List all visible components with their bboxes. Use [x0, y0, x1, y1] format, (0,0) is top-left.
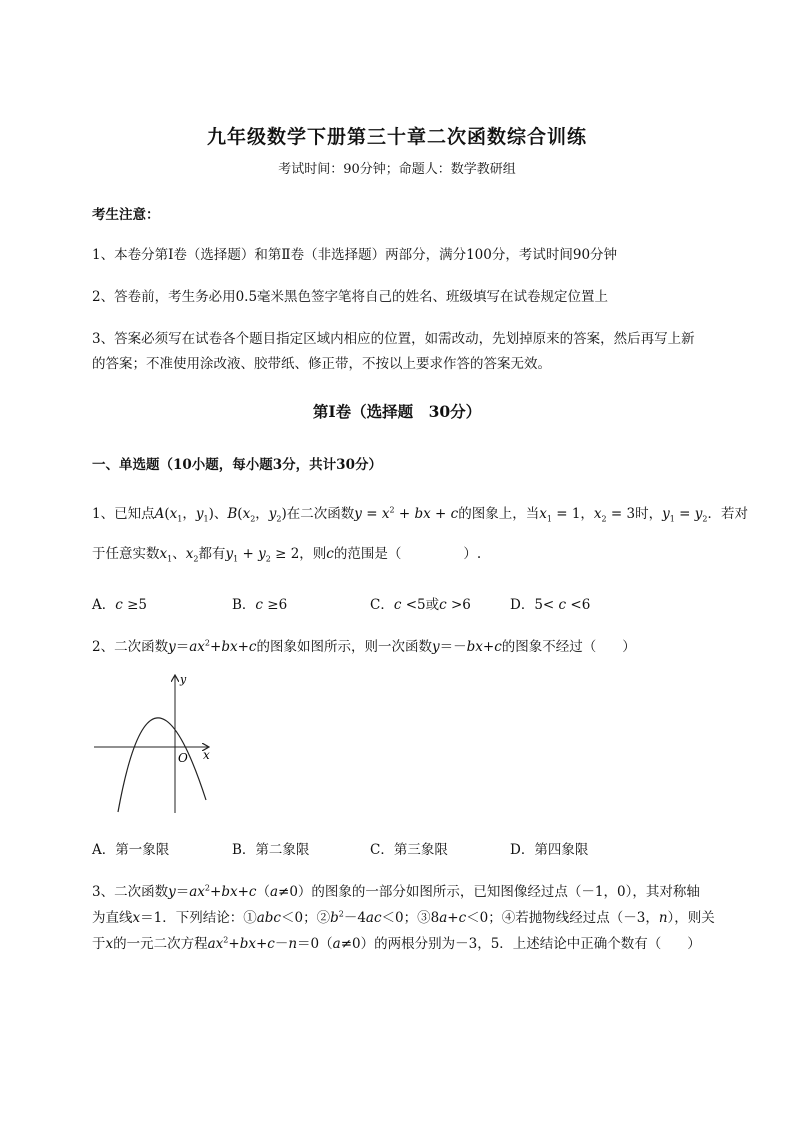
parabola-curve	[118, 718, 206, 812]
question-3-line-3: 于x的一元二次方程$ax^2+bx+c-n=0(a\ne 0)$的两根分别为－3，5．上述结论中正确个数有（ ）	[92, 935, 701, 952]
y-axis-label: y	[180, 673, 187, 686]
question-1-line-1: 1、已知点$A(x_1$，$y_1$)、$B(x_2$，$y_2$)在二次函数$y = x^2$ + bx + c的图象上，当$x_1 = 1$，$x_2 = 3$时，$y_1 = y_2$．若对	[92, 505, 748, 524]
q1-option-d[interactable]: D．5< c <6	[510, 597, 591, 613]
q2-option-a[interactable]: A．第一象限	[92, 842, 170, 858]
page-title: 九年级数学下册第三十章二次函数综合训练	[206, 126, 587, 148]
page-subtitle: 考试时间：90分钟；命题人：数学教研组	[278, 162, 516, 177]
notice-item-3-cont: 的答案；不准使用涂改液、胶带纸、修正带，不按以上要求作答的答案无效。	[92, 356, 551, 372]
origin-label: O	[178, 751, 188, 765]
notice-heading: 考生注意：	[92, 207, 160, 223]
q1-option-c[interactable]: C．c <5或c >6	[370, 597, 471, 613]
x-axis-label: x	[203, 748, 210, 762]
part-heading: 一、单选题（10小题，每小题3分，共计30分）	[92, 457, 382, 473]
parabola-graph	[90, 670, 220, 820]
q2-option-d[interactable]: D．第四象限	[510, 842, 589, 858]
question-2-text: 2、二次函数$y=ax^2+bx+c$的图象如图所示，则一次函数y＝－bx+c的图象不经过（ ）	[92, 638, 636, 655]
notice-item-1: 1、本卷分第I卷（选择题）和第Ⅱ卷（非选择题）两部分，满分100分，考试时间90分钟	[92, 247, 618, 263]
section-title: 第I卷（选择题 30分）	[312, 402, 482, 421]
notice-item-2: 2、答卷前，考生务必用0.5毫米黑色签字笔将自己的姓名、班级填写在试卷规定位置上	[92, 289, 609, 305]
question-3-line-1: 3、二次函数$y=ax^2+bx+c(a\ne 0)$的图象的一部分如图所示，已知图像经过点（－1，0），其对称轴	[92, 883, 700, 900]
q1-option-b[interactable]: B．c ≥6	[232, 597, 288, 613]
question-1-line-2: 于任意实数$x_1$、$x_2$都有$y_1 + y_2 \ge 2$，则c的范围是（ ）.	[92, 546, 482, 564]
question-3-line-2: 为直线x＝1．下列结论：①abc＜0；$②b^2-4ac<0$；③8a+c＜0；④若抛物线经过点（－3，n），则关	[92, 909, 715, 926]
q1-option-a[interactable]: A．c ≥5	[92, 597, 148, 613]
notice-item-3: 3、答案必须写在试卷各个题目指定区域内相应的位置，如需改动，先划掉原来的答案，然后再写上新	[92, 331, 695, 347]
q2-option-c[interactable]: C．第三象限	[370, 842, 448, 858]
q2-option-b[interactable]: B．第二象限	[232, 842, 310, 858]
